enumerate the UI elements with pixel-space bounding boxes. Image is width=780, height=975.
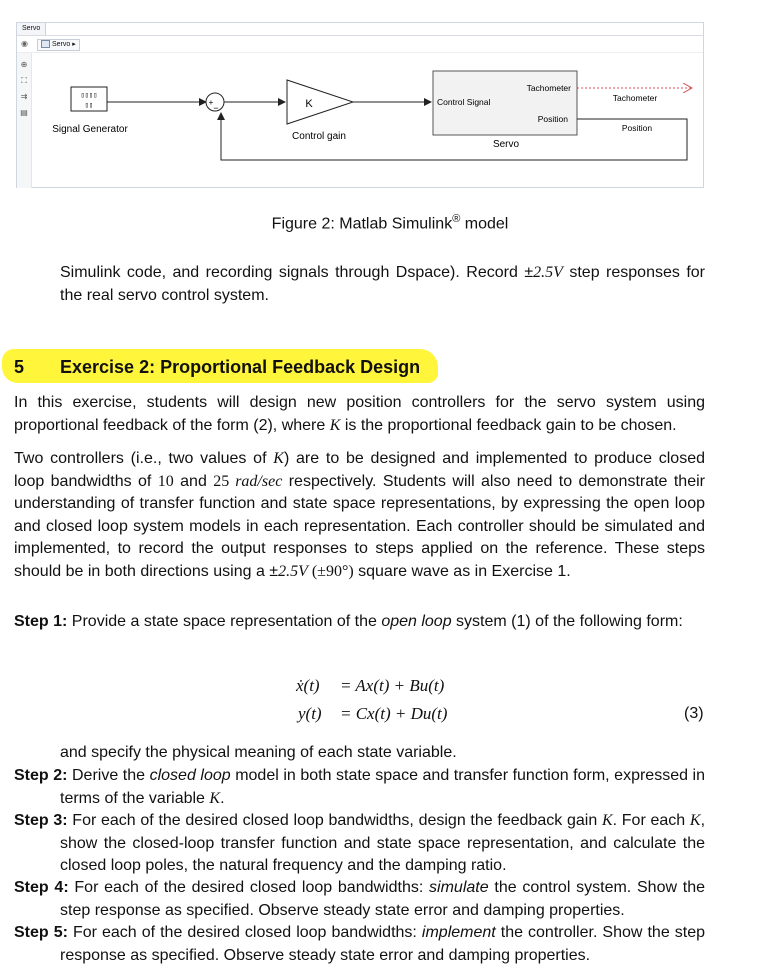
intro-voltage: 2.5V [533,264,563,281]
fit-view-icon[interactable]: ⛶ [21,76,27,85]
paragraph-2 [14,448,705,583]
step-5-text-1: For each of the desired closed loop bandwidths: [67,924,422,941]
step-3-k2: K [689,812,701,829]
intro-text-1: Simulink code, and recording signals through Dspace). Record ± [60,264,534,281]
step-3-k1: K [601,812,613,829]
paragraph-2-bw1: 10 [157,472,174,490]
step-3 [14,810,705,878]
paragraph-1 [14,392,705,437]
step-3-label: Step 3: [14,812,68,829]
step-5-emphasis: implement [421,924,496,941]
equation-row-2-lhs [298,704,322,724]
sum-block[interactable] [206,93,224,113]
paragraph-2-unit: rad/sec [229,472,283,490]
paragraph-2-voltage: 2.5V [278,562,308,580]
sum-minus-sign: − [213,103,219,113]
equation-row-1-rhs [340,676,444,696]
paragraph-2-bw2: 25 [213,472,230,490]
step-4 [14,877,705,922]
equation-row-2-expression: = Cx(t) + Du(t) [340,704,448,723]
step-4-emphasis: simulate [429,879,489,896]
paragraph-1-text-1: In this exercise, students will design new position controllers for the servo system using proportional feedback of the form (2), where [14,394,705,434]
step-5-text-2: the controller. Show the step response as specified. Observe steady state error and damping properties. [60,924,706,964]
servo-label: Servo [492,139,520,150]
step-2-label: Step 2: [14,767,68,784]
control-gain-block[interactable] [287,80,353,124]
paragraph-1-k: K [329,416,341,434]
simulink-window [16,22,704,188]
servo-input-port-label: Control Signal [437,97,491,107]
paragraph-2-text-1: Two controllers (i.e., two values of [14,450,274,467]
step-2 [14,765,705,810]
step-4-label: Step 4: [14,879,69,896]
step-5-label: Step 5: [14,924,68,941]
breadcrumb-arrow-icon: ▸ [72,41,76,48]
sum-plus-sign: + [208,98,214,107]
figure-caption-text: Figure 2: Matlab Simulink [271,215,453,233]
nav-circle-icon[interactable]: ◉ [21,39,28,48]
simulink-canvas [17,23,705,189]
equation-y: y(t) [298,704,322,723]
equation-row-2-rhs [340,704,447,724]
step-1-emphasis: open loop [381,613,452,630]
step-5 [14,922,705,967]
control-gain-label: Control gain [292,131,346,142]
signal-generator-icon-top: ▯▯▯▯ [80,92,98,100]
servo-output-port-position: Position [537,114,568,124]
step-4-text-2: the control system. Show the step response as specified. Observe steady state error and damping properties. [60,879,706,919]
paragraph-2-angle: (±90°) [307,562,354,580]
position-signal-label: Position [621,123,653,133]
step-2-k: K [209,789,221,807]
signal-generator-block[interactable] [71,87,107,111]
step-2-text-1: Derive the [67,767,150,784]
equation-xdot: ẋ(t) [296,676,320,695]
step-3-text-2: . For each [612,812,690,829]
step-3-text-1: For each of the desired closed loop bandwidths, design the feedback gain [67,812,602,829]
paragraph-2-k: K [273,450,284,467]
step-1-continuation: and specify the physical meaning of each state variable. [60,744,457,761]
step-2-text-3: . [220,789,225,807]
section-number: 5 [14,357,25,377]
paragraph-2-and: and [173,472,214,490]
figure-caption [0,213,780,233]
step-3-text-3: , show the closed-loop transfer function and state space representation, and calculate the closed loop poles, the natural frequency and the damping ratio. [60,812,706,874]
step-1-text-1: Provide a state space representation of the [67,613,382,630]
gain-symbol: K [305,98,313,110]
step-1 [14,611,705,634]
paragraph-2-text-4: square wave as in Exercise 1. [353,562,571,580]
step-1-label: Step 1: [14,613,68,630]
signal-generator-label: Signal Generator [52,124,128,135]
section-title: Exercise 2: Proportional Feedback Design [60,357,421,377]
paragraph-2-text-2: ) are to be designed and implemented to produce closed loop bandwidths of [14,450,705,490]
paragraph-1-text-2: is the proportional feedback gain to be chosen. [340,416,677,434]
step-2-text-2: model in both state space and transfer function form, expressed in terms of the variable [60,767,705,807]
equation-row-1-lhs [296,676,320,696]
breadcrumb-label: Servo [52,41,71,48]
annotation-icon[interactable]: ▤ [20,108,28,117]
equation-number: (3) [684,705,704,722]
step-1-text-2: system (1) of the following form: [451,613,683,630]
equation-row-1-expression: = Ax(t) + Bu(t) [340,676,445,695]
servo-subsystem-block[interactable] [433,71,577,135]
paragraph-2-text-3: respectively. Students will also need to demonstrate their understanding of transfer function and state space representations, by expressing the open loop and closed loop system models in each representation. Each controller should be simulated and implemented, to record the output responses to steps applied on the reference. These steps should be in both directions using a ± [14,472,705,580]
intro-paragraph [60,262,705,307]
signal-generator-icon-bottom: ▯▯ [84,102,94,110]
figure-caption-suffix: model [460,215,509,233]
intro-text-2: step responses for the real servo control system. [60,264,705,304]
arrow-icon[interactable]: ⇉ [20,92,28,101]
step-4-text-1: For each of the desired closed loop bandwidths: [68,879,430,896]
zoom-in-icon[interactable]: ⊕ [20,60,28,69]
tachometer-signal-label: Tachometer [612,93,658,103]
servo-output-port-tachometer: Tachometer [526,83,571,93]
registered-mark: ® [452,213,461,225]
simulink-tab[interactable]: Servo [17,23,46,35]
step-2-emphasis: closed loop [149,767,231,784]
